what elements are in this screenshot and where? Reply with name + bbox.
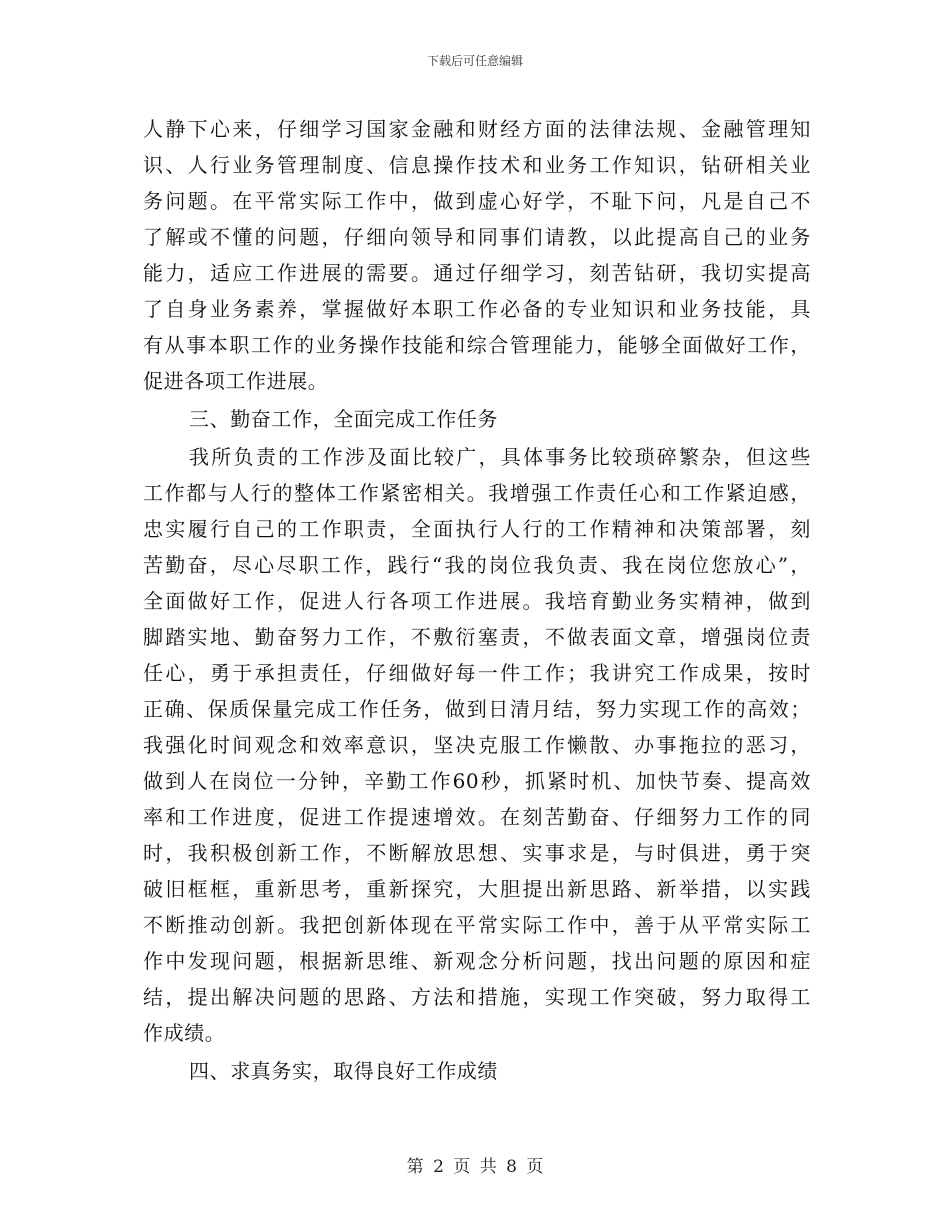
- text-line: 结，提出解决问题的思路、方法和措施，实现工作突破，努力取得工: [143, 985, 811, 1009]
- text-line: 全面做好工作，促进人行各项工作进展。我培育勤业务实精神，做到: [143, 589, 811, 613]
- text-line: 能力，适应工作进展的需要。通过仔细学习，刻苦钻研，我切实提高: [143, 261, 811, 285]
- text-line: 人静下心来，仔细学习国家金融和财经方面的法律法规、金融管理知: [143, 117, 811, 141]
- text-line: 促进各项工作进展。: [143, 369, 329, 393]
- text-line: 务问题。在平常实际工作中，做到虚心好学，不耻下问，凡是自己不: [143, 189, 811, 213]
- text-line: 了解或不懂的问题，仔细向领导和同事们请教，以此提高自己的业务: [143, 225, 811, 249]
- section-heading-3: 三、勤奋工作，全面完成工作任务: [189, 407, 498, 431]
- text-line: 苦勤奋，尽心尽职工作，践行“我的岗位我负责、我在岗位您放心”，: [143, 553, 811, 577]
- text-line: 脚踏实地、勤奋努力工作，不敷衍塞责，不做表面文章，增强岗位责: [143, 625, 811, 649]
- text-line: 我强化时间观念和效率意识，坚决克服工作懒散、办事拖拉的恶习，: [143, 733, 811, 757]
- text-line: 作成绩。: [143, 1021, 226, 1045]
- text-line: 识、人行业务管理制度、信息操作技术和业务工作知识，钻研相关业: [143, 153, 811, 177]
- document-body: [143, 111, 811, 1091]
- text-line: 我所负责的工作涉及面比较广，具体事务比较琐碎繁杂，但这些: [189, 445, 811, 469]
- text-line: 正确、保质保量完成工作任务，做到日清月结，努力实现工作的高效；: [143, 697, 811, 721]
- text-line: 作中发现问题，根据新思维、新观念分析问题，找出问题的原因和症: [143, 949, 811, 973]
- text-line: 任心，勇于承担责任，仔细做好每一件工作；我讲究工作成果，按时: [143, 661, 811, 685]
- page-number: 第 2 页 共 8 页: [406, 1157, 544, 1177]
- text-line: 做到人在岗位一分钟，辛勤工作60秒，抓紧时机、加快节奏、提高效: [143, 769, 811, 793]
- text-line: 率和工作进度，促进工作提速增效。在刻苦勤奋、仔细努力工作的同: [143, 805, 811, 829]
- text-line: 忠实履行自己的工作职责，全面执行人行的工作精神和决策部署，刻: [143, 517, 811, 541]
- text-line: 不断推动创新。我把创新体现在平常实际工作中，善于从平常实际工: [143, 913, 811, 937]
- paragraph-study: [143, 111, 811, 399]
- page-header: 下载后可任意编辑: [426, 54, 523, 68]
- section-heading-4: 四、求真务实，取得良好工作成绩: [189, 1059, 498, 1083]
- text-line: 了自身业务素养，掌握做好本职工作必备的专业知识和业务技能，具: [143, 297, 811, 321]
- text-line: 破旧框框，重新思考，重新探究，大胆提出新思路、新举措，以实践: [143, 877, 811, 901]
- text-line: 有从事本职工作的业务操作技能和综合管理能力，能够全面做好工作，: [143, 333, 811, 357]
- text-line: 时，我积极创新工作，不断解放思想、实事求是，与时俱进，勇于突: [143, 841, 811, 865]
- paragraph-diligence: [143, 439, 811, 1051]
- text-line: 工作都与人行的整体工作紧密相关。我增强工作责任心和工作紧迫感，: [143, 481, 811, 505]
